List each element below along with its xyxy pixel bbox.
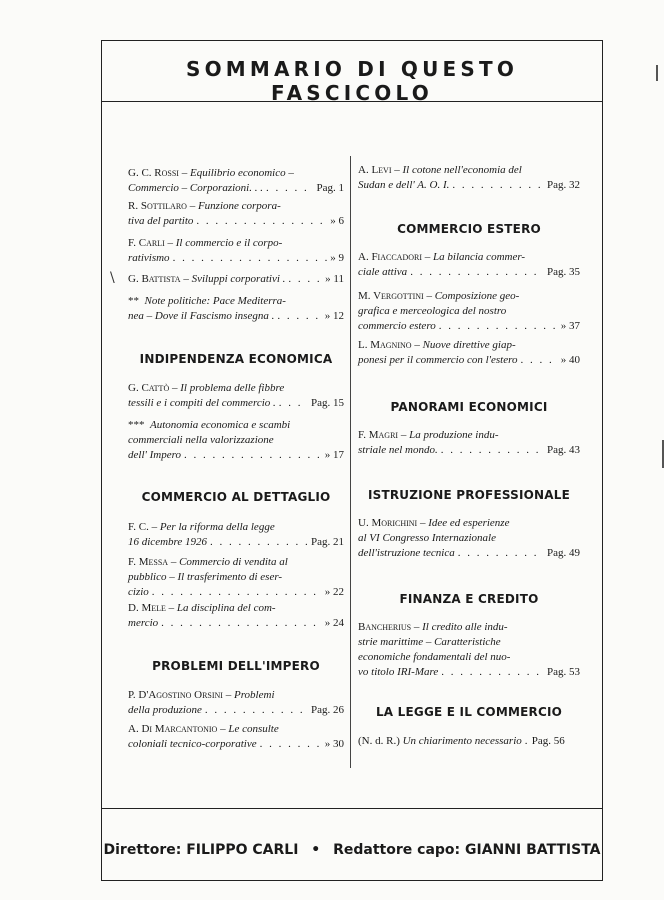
toc-entry: P. D'Agostino Orsini – Problemi della produzione . . . Pag. 26 xyxy=(128,688,344,718)
toc-entry: Bancherius – Il credito alle indu- strie marittime – Caratteristiche economiche fondamentali del nuo- vo titolo IRI-Mare . . . Pag. 53 xyxy=(358,620,580,680)
toc-entry: L. Magnino – Nuove direttive giap- ponesi per il commercio con l'estero . . . » 40 xyxy=(358,338,580,368)
toc-entry: F. Messa – Commercio di vendita al pubblico – Il trasferimento di eser- cizio . . . » 22 xyxy=(128,555,344,600)
separator-dot: • xyxy=(311,842,321,858)
section-heading: INDIPENDENZA ECONOMICA xyxy=(139,352,333,366)
toc-entry: A. Fiaccadori – La bilancia commer- ciale attiva . . . Pag. 35 xyxy=(358,250,580,280)
toc-entry: A. Levi – Il cotone nell'economia del Sudan e dell' A. O. I. . . . Pag. 32 xyxy=(358,163,580,193)
margin-mark xyxy=(656,65,658,81)
director-name: FILIPPO CARLI xyxy=(186,842,299,858)
editor-label: Redattore capo: xyxy=(333,842,461,858)
toc-entry: R. Sottilaro – Funzione corpora- tiva del partito . . . » 6 xyxy=(128,199,344,229)
toc-entry: G. Battista – Sviluppi corporativi . . . . » 11 xyxy=(128,272,344,287)
toc-entry: D. Mele – La disciplina del com- mercio . . . » 24 xyxy=(128,601,344,631)
page-title: SOMMARIO DI QUESTO FASCICOLO xyxy=(185,57,519,105)
toc-entry: (N. d. R.) Un chiarimento necessario . . . Pag. 56 xyxy=(358,734,580,749)
toc-entry: M. Vergottini – Composizione geo- grafica e merceologica del nostro commercio estero . . . » 37 xyxy=(358,289,580,334)
column-divider xyxy=(350,156,351,768)
toc-entry: *** Autonomia economica e scambi commerciali nella valorizzazione dell' Impero . . . » 17 xyxy=(128,418,344,463)
section-heading: COMMERCIO ESTERO xyxy=(397,222,541,236)
toc-entry: ** Note politiche: Pace Mediterra- nea – Dove il Fascismo insegna . . . . » 12 xyxy=(128,294,344,324)
section-heading: LA LEGGE E IL COMMERCIO xyxy=(375,705,563,719)
toc-entry: F. Magri – La produzione indu- striale nel mondo. . . . Pag. 43 xyxy=(358,428,580,458)
toc-entry: G. C. Rossi – Equilibrio economico – Commercio – Corporazioni. . . . . . Pag. 1 xyxy=(128,166,344,196)
editor-name: GIANNI BATTISTA xyxy=(465,842,601,858)
title-rule xyxy=(101,101,603,102)
toc-entry: G. Cattò – Il problema delle fibbre tessili e i compiti del commercio . . . . Pag. 15 xyxy=(128,381,344,411)
section-heading: FINANZA E CREDITO xyxy=(399,592,539,606)
toc-entry: U. Morichini – Idee ed esperienze al VI Congresso Internazionale dell'istruzione tecnica . . . Pag. 49 xyxy=(358,516,580,561)
pencil-mark: \ xyxy=(110,270,115,286)
masthead-credits xyxy=(101,842,603,858)
section-heading: PROBLEMI DELL'IMPERO xyxy=(152,659,320,673)
section-heading: ISTRUZIONE PROFESSIONALE xyxy=(367,488,571,502)
footer-rule xyxy=(101,808,603,809)
section-heading: PANORAMI ECONOMICI xyxy=(390,400,548,414)
director-label: Direttore: xyxy=(103,842,182,858)
toc-entry: F. C. – Per la riforma della legge 16 dicembre 1926 . . . Pag. 21 xyxy=(128,520,344,550)
toc-entry: A. Di Marcantonio – Le consulte coloniali tecnico-corporative . . . » 30 xyxy=(128,722,344,752)
toc-entry: F. Carli – Il commercio e il corpo- rativismo . . . » 9 xyxy=(128,236,344,266)
section-heading: COMMERCIO AL DETTAGLIO xyxy=(141,490,331,504)
